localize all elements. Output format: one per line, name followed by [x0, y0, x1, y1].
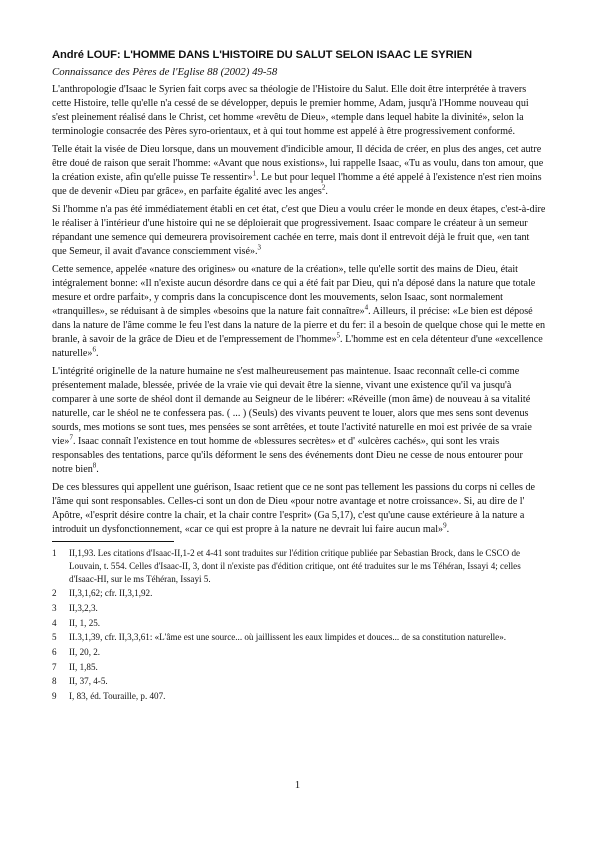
- document-page: [52, 48, 546, 705]
- footnote: 3 II,3,2,3.: [52, 602, 98, 613]
- footnote-ref[interactable]: 5: [336, 331, 341, 340]
- paragraph-4: Cette semence, appelée «nature des origines» ou «nature de la création», telle qu'elle sortit des mains de Dieu, était intégralement bonne: «Il n'existe aucun désordre dans ce qui a été fait par Dieu, qui n'a déposé dans la nature que totale mesure et ordre parfait», y compris dans la concupiscence dont les mouvements, selon Isaac, sont normalement «tranquilles», se réduisant à de simples «besoins que la nature fait connaître»$^4$. Ailleurs, il précise: «Le bien est déposé dans la nature de l'âme comme le feu l'est dans la nature de la pierre et du fer: il a besoin de quelque chose qui le mette en branle, à savoir de la grâce de Dieu et de l'empressement de l'homme»$^5$. L'homme est en cela détenteur d'une «excellence naturelle»$^6$.: [52, 264, 546, 359]
- paragraph-5: L'intégrité originelle de la nature humaine ne s'est malheureusement pas maintenue. Isaac reconnaît celle-ci comme présentement malade, blessée, privée de la vraie vie qui devait être la sienne, vivant une existence qu'il va jusqu'à comparer à une sorte de shéol dont il demande au Seigneur de le libérer: «Réveille (mon âme) de nouveau à sa vitalité naturelle, car le shéol ne te confessera pas. ( ... ) (Seuls) des vivants peuvent te louer, alors que mes sens sont devenus sourds, mes motions se sont tues, mes pensées se sont arrêtées, et toute l'activité naturelle en moi est privée de sa vraie vie»$^7$. Isaac connaît l'existence en tout homme de «blessures secrètes» et d' «ulcères cachés», qui sont les vrais responsables des tentations, parce qu'ils déforment le sens des événements dont Dieu ne cesse de nous entourer pour notre bien$^8$.: [52, 366, 532, 475]
- footnote-ref[interactable]: 3: [257, 243, 262, 252]
- footnote-ref[interactable]: 2: [321, 183, 326, 192]
- footnote: 7 II, 1,85.: [52, 661, 98, 672]
- footnote-ref[interactable]: 8: [92, 461, 97, 470]
- paragraph-2: Telle était la visée de Dieu lorsque, dans un mouvement d'indicible amour, Il décida de créer, en plus des anges, cet autre être doué de raison que serait l'homme: «Avant que nous existions», lui rappelle Isaac, «Tu as voulu, dans ton amour, que la création existe, afin qu'elle puisse Te ressentir»$^1$. Le but pour lequel l'homme a été appelé à l'existence n'est rien moins que de devenir «Dieu par grâce», en parfaite égalité avec les anges$^2$.: [52, 144, 544, 197]
- paragraph-6: De ces blessures qui appellent une guérison, Isaac retient que ce ne sont pas tellement les passions du corps ni celles de l'âme qui sont responsables. Celles-ci sont un don de Dieu «pour notre avantage et notre croissance». Si, au dire de l' Apôtre, «l'esprit désire contre la chair, et la chair contre l'esprit» (Ga 5,17), c'est qu'une cause extérieure à la nature a introduit un dysfonctionnement, «car ce qui est propre à la nature ne devrait lui faire aucun mal»$^9$.: [52, 481, 536, 535]
- article-source: Connaissance des Pères de l'Eglise 88 (2002) 49-58: [52, 66, 278, 78]
- footnote: 4 II, 1, 25.: [52, 617, 101, 628]
- footnote-ref[interactable]: 4: [364, 303, 369, 312]
- footnote-ref[interactable]: 7: [69, 433, 73, 442]
- footnote-ref[interactable]: 1: [252, 169, 257, 178]
- paragraph-1: L'anthropologie d'Isaac le Syrien fait corps avec sa théologie de l'Histoire du Salut. Elle doit être interprétée à travers cette Histoire, telle qu'elle n'a cessé de se développer, depuis le premier homme, Adam, jusqu'à l'Homme nouveau qui s'est pleinement réalisé dans le Christ, cet homme «revêtu de Dieu», «temple dans lequel habite la divinité», selon la terminologie consacrée des Pères syro-orientaux, et à qui tout homme est appelé à être progressivement conformé.: [52, 84, 529, 137]
- footnote: 9 I, 83, éd. Touraille, p. 407.: [52, 691, 166, 702]
- article-title: André LOUF: L'HOMME DANS L'HISTOIRE DU SALUT SELON ISAAC LE SYRIEN: [52, 49, 472, 61]
- paragraph-3: Si l'homme n'a pas été immédiatement établi en cet état, c'est que Dieu a voulu créer le monde en deux étapes, c'est-à-dire le réaliser à l'intérieur d'une histoire qui ne se déploierait que progressivement. Isaac compare le créateur à un semeur répandant une semence qui demeurera provisoirement cachée en terre, mais dont il entrevoit déjà le fruit que, «en tant que Semeur, il avait d'avance consciemment visé».$^3$: [52, 204, 546, 257]
- footnotes: [52, 547, 546, 703]
- footnote: 2 II,3,1,62; cfr. II,3,1,92.: [52, 588, 153, 599]
- footnote-divider: [52, 541, 174, 542]
- footnote-ref[interactable]: 9: [443, 521, 447, 530]
- footnote: 6 II, 20, 2.: [52, 647, 101, 658]
- footnote: 5 II.3,1,39, cfr. II,3,3,61: «L'âme est une source... où jaillissent les eaux limpides et douces... de sa constitution naturelle».: [52, 632, 507, 643]
- footnote: 1 II,1,93. Les citations d'Isaac-II,1-2 et 4-41 sont traduites sur l'édition critique publiée par Sebastian Brock, dans le CSCO de Louvain, t. 554. Celles d'Isaac-II, 3, dont il n'existe pas d'édition critique, ont été traduites sur le ms Téhéran, Issayi 4; celles d'Isaac-HI, sur le ms Téhéran, Issayi 5.: [52, 548, 521, 584]
- footnote: 8 II, 37, 4-5.: [52, 676, 108, 687]
- page-number: 1: [294, 780, 301, 791]
- footnote-ref[interactable]: 6: [92, 345, 96, 354]
